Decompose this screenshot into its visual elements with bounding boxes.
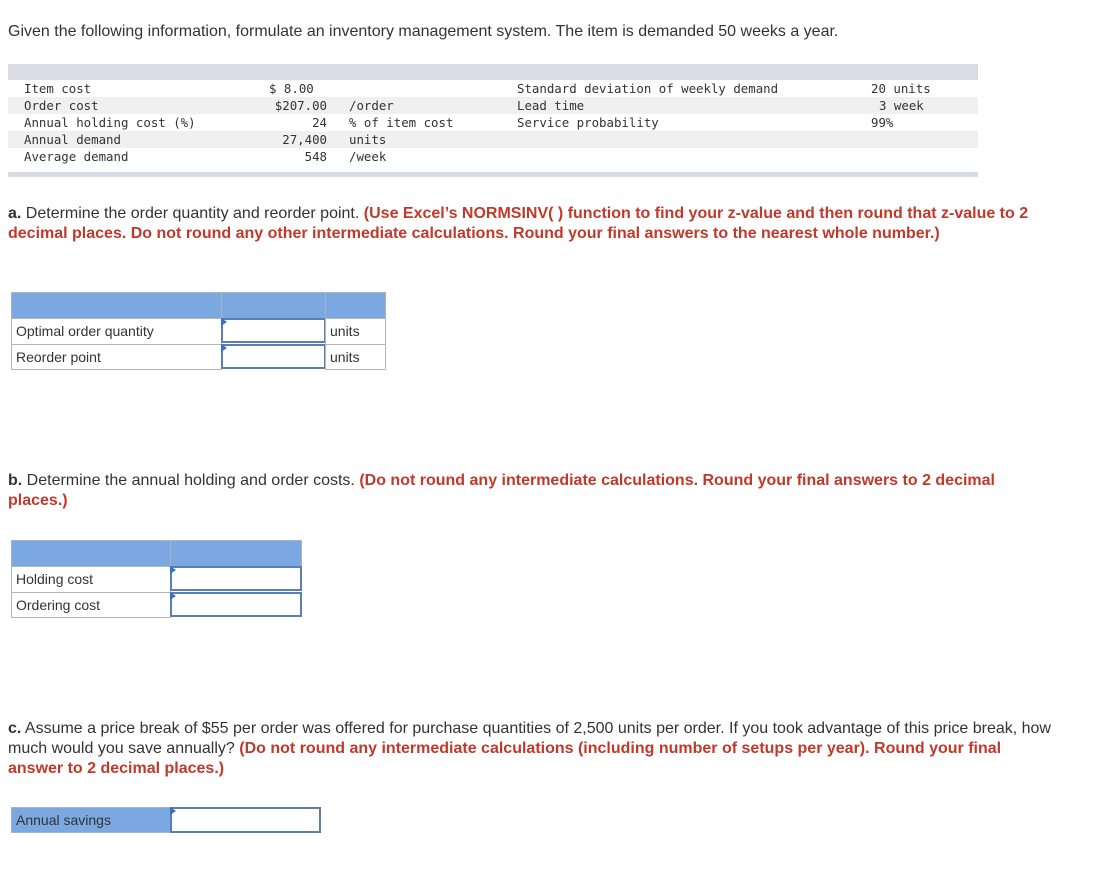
grid-header-cell xyxy=(11,540,171,567)
info-row-band xyxy=(8,97,978,114)
row-label: Reorder point xyxy=(11,344,222,370)
info-table-bottom-bar xyxy=(8,172,978,177)
info-label: Annual demand xyxy=(24,132,121,147)
info-label: Item cost xyxy=(24,81,92,96)
part-c-label: c. xyxy=(8,720,22,737)
row-label: Holding cost xyxy=(11,566,171,593)
info-unit: % of item cost xyxy=(349,115,454,130)
info-label: Annual holding cost (%) xyxy=(24,115,196,130)
grid-header-cell xyxy=(221,292,326,319)
info-value: $ 8.00 xyxy=(269,81,314,96)
info-row-band xyxy=(8,131,978,148)
part-c-question xyxy=(8,719,1058,779)
info-unit: units xyxy=(349,132,387,147)
holding-cost-input[interactable] xyxy=(170,566,302,591)
part-c-instruction: (Do not round any intermediate calculations (including number of setups per year). Round your final answer to 2 decimal places.) xyxy=(8,740,1002,777)
ordering-cost-input[interactable] xyxy=(170,592,302,617)
part-a-question xyxy=(8,204,1058,244)
part-b-instruction: (Do not round any intermediate calculations. Round your final answers to 2 decimal places.) xyxy=(8,472,995,509)
info-value: $207.00 xyxy=(274,98,327,113)
part-a-label: a. xyxy=(8,205,22,222)
info-label: Average demand xyxy=(24,149,129,164)
info-value: 24 xyxy=(312,115,327,130)
part-a-instruction: (Use Excel’s NORMSINV( ) function to find your z-value and then round that z-value to 2 decimal places. Do not round any other intermediate calculations. Round your final answers to the nearest whole number.) xyxy=(8,205,1029,242)
reorder-point-input[interactable] xyxy=(221,344,326,369)
annual-savings-input[interactable] xyxy=(170,807,321,833)
grid-header-cell xyxy=(170,540,302,567)
info-value: 548 xyxy=(304,149,327,164)
grid-header-cell xyxy=(325,292,386,319)
part-a-text: Determine the order quantity and reorder point. xyxy=(25,205,360,222)
part-b-text: Determine the annual holding and order costs. xyxy=(26,472,355,489)
optimal-order-quantity-input[interactable] xyxy=(221,318,326,343)
info-label: Service probability xyxy=(517,115,659,130)
row-label: Optimal order quantity xyxy=(11,318,222,345)
intro-text: Given the following information, formulate an inventory management system. The item is demanded 50 weeks a year. xyxy=(8,23,839,40)
info-value: 20 units xyxy=(871,81,931,96)
part-b-question xyxy=(8,471,1058,511)
info-value: 3 week xyxy=(879,98,924,113)
info-table-top-bar xyxy=(8,64,978,80)
part-b-label: b. xyxy=(8,472,23,489)
row-label: Ordering cost xyxy=(11,592,171,618)
info-value: 27,400 xyxy=(282,132,327,147)
row-label: Annual savings xyxy=(11,807,171,833)
grid-header-cell xyxy=(11,292,222,319)
info-unit: /order xyxy=(349,98,394,113)
unit-label: units xyxy=(325,318,386,345)
info-label: Lead time xyxy=(517,98,585,113)
part-c-text: Assume a price break of $55 per order was offered for purchase quantities of 2,500 units per order. If you took advantage of this price break, how much would you save annually? xyxy=(8,720,1051,757)
unit-label: units xyxy=(325,344,386,370)
info-label: Order cost xyxy=(24,98,99,113)
info-unit: /week xyxy=(349,149,387,164)
info-label: Standard deviation of weekly demand xyxy=(517,81,779,96)
info-value: 99% xyxy=(871,115,894,130)
